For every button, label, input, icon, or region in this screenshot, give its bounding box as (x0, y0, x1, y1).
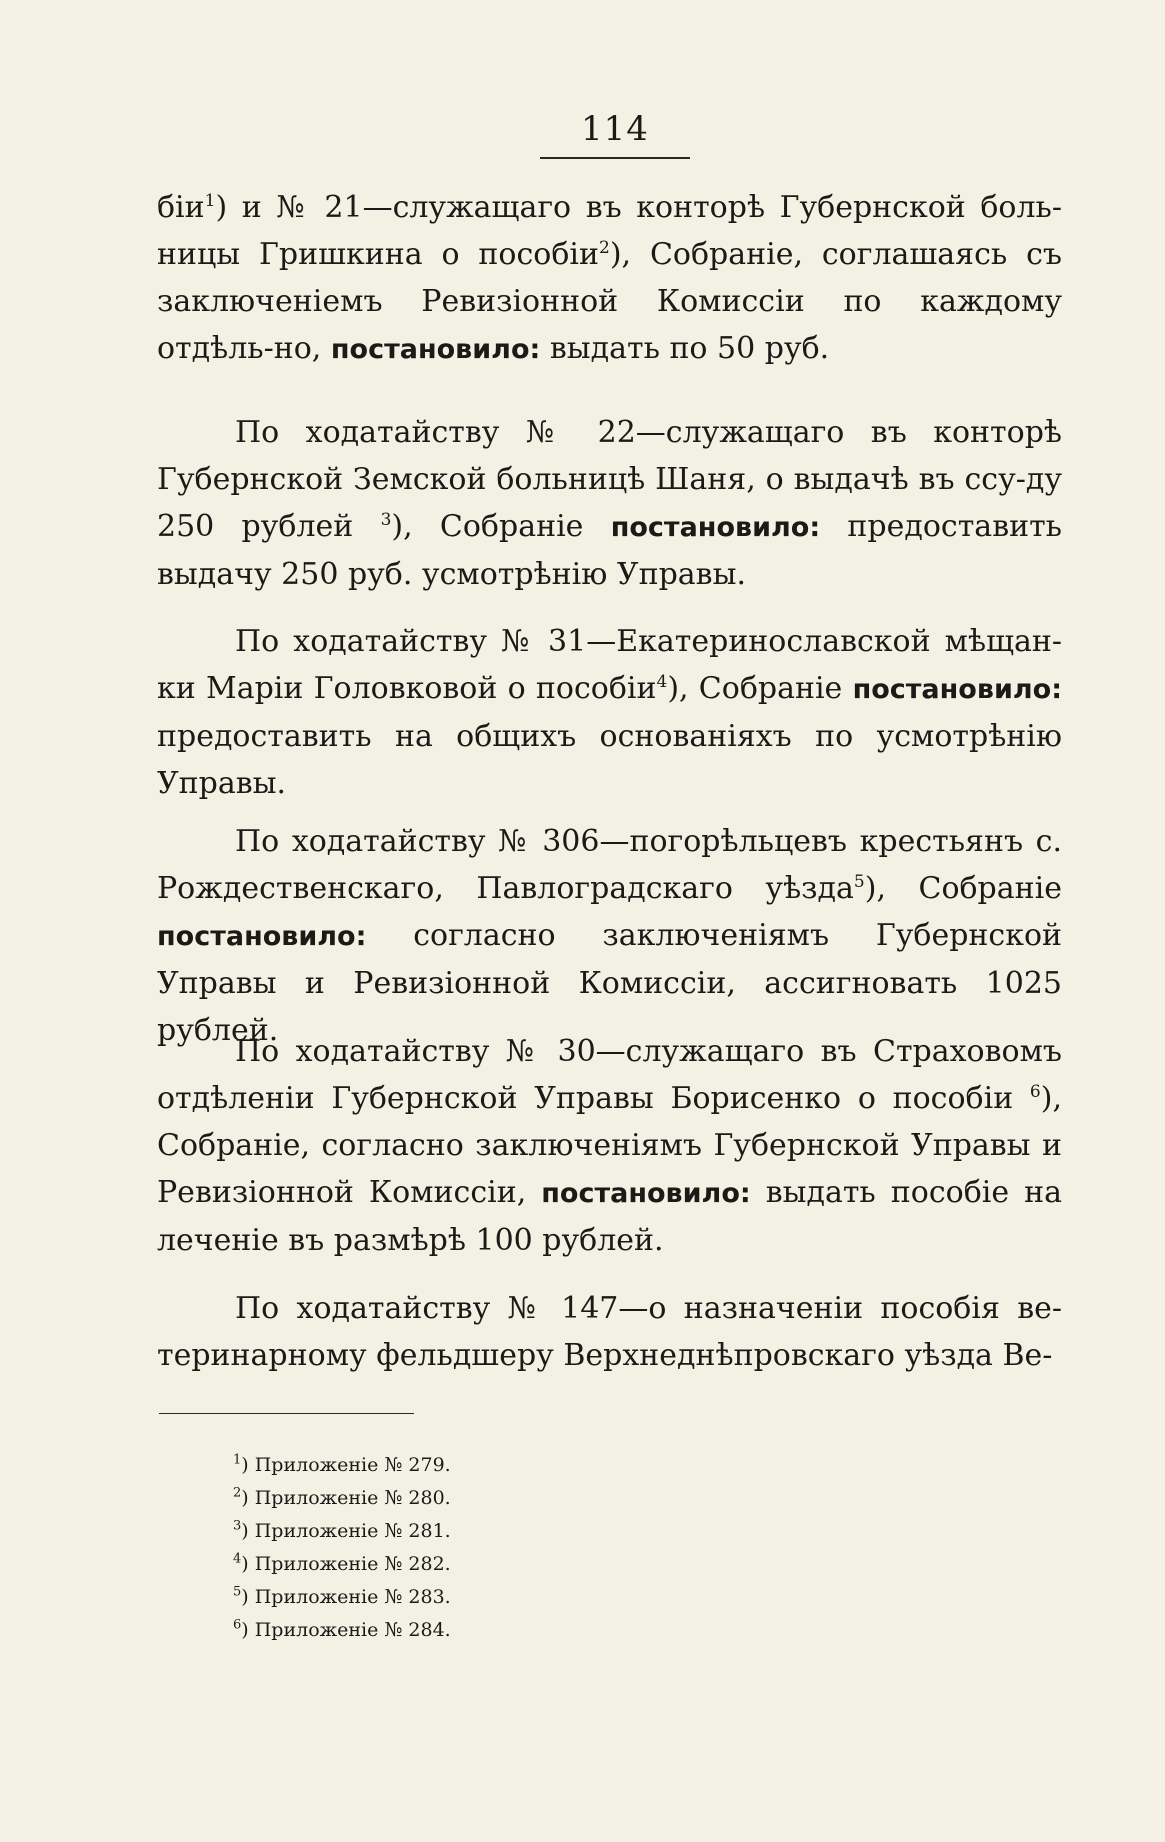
text-run: По ходатайству № 147—о назначеніи пособія ве-теринарному фельдшеру Верхнеднѣпровскаго уѣзда Ве- (157, 1291, 1062, 1373)
resolution-keyword: постановило: (852, 674, 1062, 705)
paragraph (157, 409, 1062, 598)
resolution-keyword: постановило: (157, 921, 367, 952)
footnote-ref: 3 (380, 510, 392, 530)
footnote-ref: 1 (204, 191, 216, 211)
footnote-text: ) Приложеніе № 282. (241, 1553, 451, 1575)
text-run: ) и № 21—служащаго въ конторѣ Губернской боль-ницы Гришкина о пособіи (157, 190, 1062, 272)
resolution-keyword: постановило: (610, 512, 821, 543)
text-run: предоставить на общихъ основаніяхъ по усмотрѣнію Управы. (157, 719, 1062, 801)
resolution-keyword: постановило: (330, 334, 541, 365)
footnote-ref: 4 (656, 672, 668, 692)
paragraph (157, 1028, 1062, 1264)
footnote (233, 1548, 633, 1581)
footnote-text: ) Приложеніе № 283. (241, 1586, 451, 1608)
footnote-mark: 5 (233, 1584, 242, 1600)
text-run: выдать пособіе на леченіе въ размѣрѣ 100 рублей. (157, 1175, 1062, 1258)
footnote-text: ) Приложеніе № 279. (241, 1454, 451, 1476)
footnote (233, 1614, 633, 1647)
footnote-mark: 4 (233, 1551, 242, 1567)
text-run: По ходатайству № 306—погорѣльцевъ крестьянъ с. Рождественскаго, Павлоградскаго уѣзда (157, 824, 1062, 906)
footnote-mark: 6 (233, 1617, 242, 1633)
footnote-text: ) Приложеніе № 284. (241, 1619, 451, 1641)
text-run: По ходатайству № 30—служащаго въ Страховомъ отдѣленіи Губернской Управы Борисенко о пособіи (157, 1034, 1062, 1116)
text-run: біи (157, 190, 205, 225)
page-number: 114 (581, 109, 649, 149)
footnote (233, 1449, 633, 1482)
footnote-text: ) Приложеніе № 280. (241, 1487, 451, 1509)
footnote-text: ) Приложеніе № 281. (241, 1520, 451, 1542)
footnotes (233, 1449, 633, 1647)
paragraph (157, 1285, 1062, 1379)
text-run: согласно заключеніямъ Губернской Управы и Ревизіонной Комиссіи, ассигновать 1025 рублей. (157, 918, 1062, 1048)
footnote (233, 1482, 633, 1515)
paragraph (157, 818, 1062, 1054)
paragraph (157, 618, 1062, 807)
footnote-divider (159, 1413, 414, 1414)
text-run: ), Собраніе (391, 509, 611, 544)
footnote-ref: 2 (599, 238, 610, 258)
text-run: ), Собраніе, соглашаясь съ заключеніемъ Ревизіонной Комиссіи по каждому отдѣль-но, (157, 237, 1062, 366)
text-run: ), Собраніе (667, 671, 853, 706)
page-number-rule (540, 157, 690, 159)
footnote (233, 1581, 633, 1614)
footnote-ref: 5 (853, 872, 865, 892)
text-run: предоставить выдачу 250 руб. усмотрѣнію Управы. (157, 509, 1063, 592)
footnote (233, 1515, 633, 1548)
text-run: выдать по 50 руб. (540, 331, 830, 366)
text-run: ), Собраніе, согласно заключеніямъ Губернской Управы и Ревизіонной Комиссіи, (157, 1081, 1062, 1210)
text-run: По ходатайству № 22—служащаго въ конторѣ Губернской Земской больницѣ Шаня, о выдачѣ въ ссу-ду 250 рублей (157, 415, 1062, 544)
footnote-mark: 2 (233, 1485, 242, 1501)
text-run: По ходатайству № 31—Екатеринославской мѣщан-ки Маріи Головковой о пособіи (157, 624, 1062, 706)
paragraph (157, 184, 1062, 373)
footnote-ref: 6 (1029, 1082, 1041, 1102)
text-run: ), Собраніе (864, 871, 1062, 906)
footnote-mark: 1 (233, 1452, 242, 1468)
resolution-keyword: постановило: (541, 1178, 751, 1209)
footnote-mark: 3 (233, 1518, 242, 1534)
